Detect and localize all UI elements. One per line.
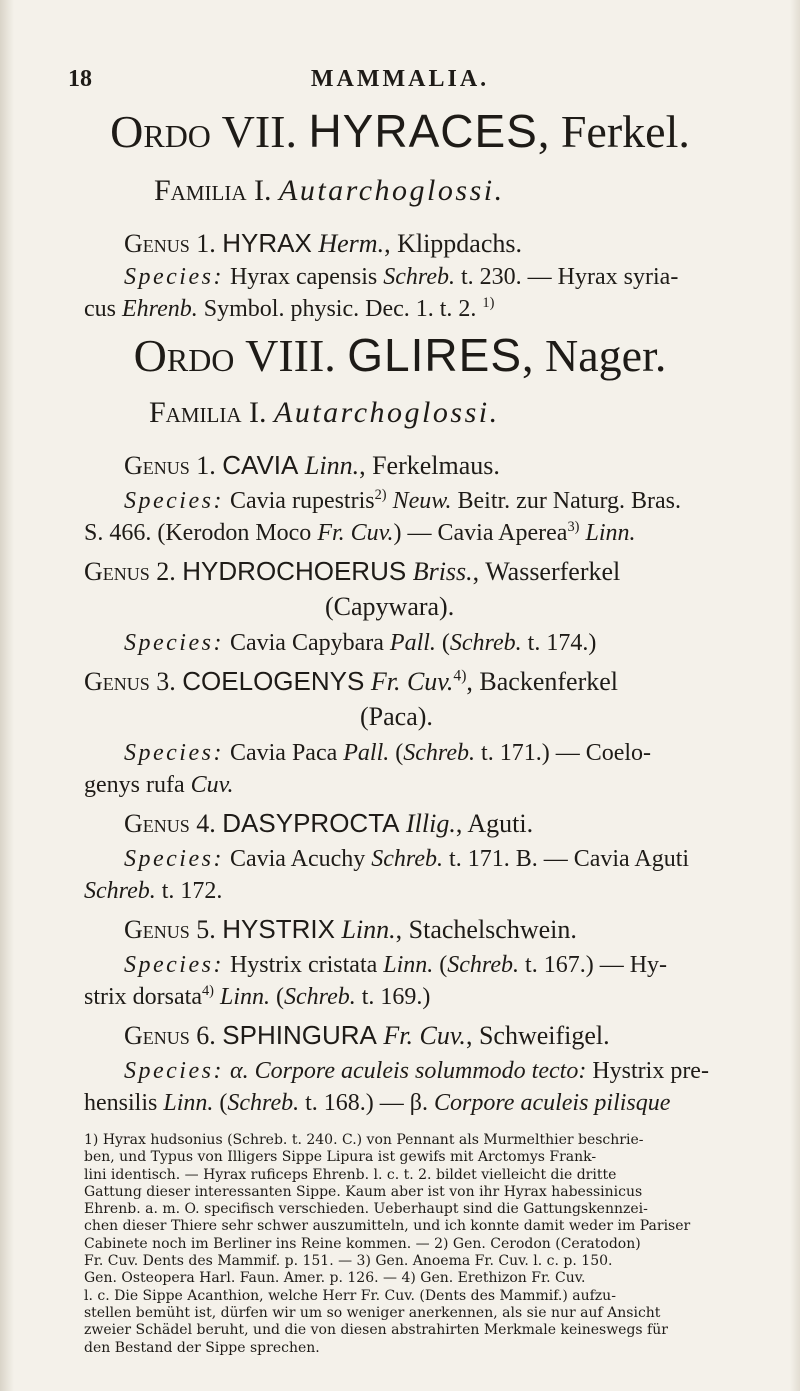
familia-heading [149, 396, 500, 430]
familia-number: I. [249, 396, 267, 429]
species-line [84, 984, 430, 1011]
species-author: Fr. Cuv. [317, 520, 394, 546]
order-name: HYRACES [308, 105, 538, 157]
species-author: Pall. [343, 740, 390, 766]
species-author: Schreb. [84, 878, 156, 904]
species-author: Schreb. [227, 1090, 300, 1116]
genus-label: Genus [84, 667, 150, 696]
genus-author: Illig. [406, 809, 456, 838]
footnote-line: Gattung dieser interessanten Sippe. Kaum aber ist von ihr Hyrax habessinicus [84, 1183, 643, 1200]
species-author: Linn. [163, 1090, 214, 1116]
species-line [84, 878, 222, 905]
footnote-mark: 2) [374, 487, 387, 503]
genus-common-name: , Ferkelmaus. [359, 451, 500, 480]
familia-number: I. [254, 174, 272, 207]
ordo-label: Ordo [110, 106, 211, 157]
genus-number: 5. [196, 915, 216, 944]
species-line [124, 1058, 709, 1085]
genus-common-name-line [360, 702, 433, 732]
genus-common-name: , Schweifigel. [465, 1021, 610, 1050]
genus-name: DASYPROCTA [222, 808, 400, 838]
genus-author: Linn. [341, 915, 396, 944]
ordo-numeral: VII. [221, 106, 297, 157]
genus-common-name: , Stachelschwein. [395, 915, 577, 944]
species-author: Schreb. [371, 846, 444, 872]
footnote-line: ben, und Typus von Illigers Sippe Lipura ist gewifs mit Arctomys Frank- [84, 1149, 597, 1166]
species-author: Schreb. [284, 984, 356, 1010]
genus-label: Genus [84, 557, 150, 586]
page-edge [790, 0, 800, 1391]
species-diagnosis: Corpore aculeis pilisque [434, 1090, 671, 1116]
footnotes [84, 1132, 784, 1357]
order-name: GLIRES [347, 329, 523, 381]
footnote-mark: 4) [201, 983, 214, 999]
genus-name: SPHINGURA [222, 1020, 377, 1050]
genus-common-name: , Backenferkel [466, 667, 619, 696]
species-text: Cavia Acuchy [229, 846, 366, 872]
order-common-name: , Nager. [522, 330, 667, 381]
footnote-line: stellen bemüht ist, dürfen wir um so weniger anerkennen, als sie nur auf Ansicht [84, 1304, 661, 1321]
ordo-numeral: VIII. [245, 330, 336, 381]
genus-label: Genus [124, 1021, 190, 1050]
genus-name: HYDROCHOERUS [182, 556, 407, 586]
genus-label: Genus [124, 809, 190, 838]
genus-author: Linn. [304, 451, 360, 480]
species-text: t. 172. [161, 878, 223, 904]
species-text: Symbol. physic. Dec. 1. t. 2. [203, 296, 477, 322]
species-line [84, 520, 635, 547]
species-text: ( [439, 952, 448, 978]
genus-heading-dasyprocta [124, 808, 533, 839]
species-author: Cuv. [190, 772, 234, 798]
species-text: ) — Cavia Aperea [393, 520, 568, 546]
species-text: t. 167.) — Hy- [525, 952, 668, 978]
genus-author: Fr. Cuv. [370, 667, 454, 696]
species-text: t. 169.) [361, 984, 431, 1010]
species-author: Ehrenb. [122, 296, 198, 322]
species-label: Species: [124, 740, 224, 766]
footnote-line: Cabinete noch im Berliner ins Reine kommen. — 2) Gen. Cerodon (Ceratodon) [84, 1235, 641, 1252]
species-line [124, 488, 681, 515]
species-text: Beitr. zur Naturg. Bras. [457, 488, 682, 514]
genus-heading-sphingura [124, 1020, 610, 1051]
species-author: Linn. [219, 984, 270, 1010]
genus-name: HYRAX [222, 228, 312, 258]
familia-heading [154, 174, 505, 208]
species-text: t. 174.) [527, 630, 597, 656]
species-label: Species: [124, 952, 224, 978]
species-text: Hystrix cristata [229, 952, 378, 978]
species-author: Neuw. [392, 488, 452, 514]
genus-common-name-line [325, 592, 454, 622]
genus-number: 4. [196, 809, 216, 838]
species-text: ( [276, 984, 284, 1010]
order-common-name: , Ferkel. [537, 106, 690, 157]
footnote-line: Gen. Osteopera Harl. Faun. Amer. p. 126. — 4) Gen. Erethizon Fr. Cuv. [84, 1270, 586, 1287]
species-text: Cavia rupestris [229, 488, 375, 514]
species-text: Cavia Paca [229, 740, 338, 766]
genus-name: HYSTRIX [222, 914, 335, 944]
genus-number: 3. [156, 667, 176, 696]
species-text: ( [219, 1090, 228, 1116]
footnote-mark: 1) [482, 295, 495, 311]
footnote-line: zweier Schädel beruht, und die von diesen abstrahirten Merkmale keineswegs für [84, 1322, 668, 1339]
species-label: Species: [124, 1058, 224, 1084]
genus-heading-hyrax [124, 228, 522, 259]
species-text: t. 168.) — β. [305, 1090, 428, 1116]
species-text: t. 171. B. — Cavia Aguti [449, 846, 690, 872]
species-label: Species: [124, 264, 224, 290]
genus-heading-cavia [124, 450, 500, 481]
species-label: Species: [124, 630, 224, 656]
familia-label: Familia [154, 174, 247, 207]
species-line [124, 264, 678, 291]
species-label: Species: [124, 488, 224, 514]
species-author: Pall. [389, 630, 436, 656]
species-text: Hyrax capensis [229, 264, 378, 290]
footnote-mark: 3) [567, 519, 580, 535]
genus-heading-coelogenys [84, 666, 618, 697]
page-number: 18 [68, 66, 92, 92]
footnote-mark: 4) [453, 667, 467, 685]
genus-name: COELOGENYS [182, 666, 365, 696]
species-text: ( [441, 630, 450, 656]
species-line [124, 630, 596, 657]
footnote-line: den Bestand der Sippe sprechen. [84, 1339, 320, 1356]
species-author: Schreb. [383, 264, 456, 290]
species-text: Cavia Capybara [229, 630, 384, 656]
species-author: Schreb. [447, 952, 520, 978]
genus-heading-hystrix [124, 914, 577, 945]
familia-name: Autarchoglossi. [274, 396, 500, 429]
genus-number: 1. [196, 451, 216, 480]
ordo-label: Ordo [133, 330, 235, 381]
genus-common-name: , Wasserferkel [472, 557, 621, 586]
species-line [84, 296, 494, 323]
genus-label: Genus [124, 229, 190, 258]
species-text: strix dorsata [84, 984, 202, 1010]
ordo-viii-heading [0, 328, 800, 382]
footnote-line: 1) Hyrax hudsonius (Schreb. t. 240. C.) von Pennant als Murmelthier beschrie- [84, 1132, 644, 1148]
genus-number: 1. [196, 229, 216, 258]
species-author: Schreb. [403, 740, 476, 766]
species-author: Schreb. [449, 630, 522, 656]
species-text: t. 171.) — Coelo- [481, 740, 652, 766]
species-text: t. 230. — Hyrax syria- [461, 264, 679, 290]
binding-shadow [0, 0, 14, 1391]
genus-author: Briss. [412, 557, 473, 586]
familia-label: Familia [149, 396, 242, 429]
genus-common-name: Klippdachs. [397, 229, 522, 258]
footnote-line: lini identisch. — Hyrax ruficeps Ehrenb. l. c. t. 2. bildet vielleicht die dritte [84, 1166, 617, 1183]
running-title: MAMMALIA. [310, 66, 490, 92]
species-author: Linn. [585, 520, 636, 546]
ordo-vii-heading [0, 104, 800, 158]
genus-number: 6. [196, 1021, 216, 1050]
genus-label: Genus [124, 915, 190, 944]
comma: , [384, 229, 391, 258]
footnote-line: Ehrenb. a. m. O. specifisch verschieden. Ueberhaupt sind die Gattungskennzei- [84, 1201, 648, 1218]
species-text: hensilis [84, 1090, 158, 1116]
species-line [124, 740, 651, 767]
species-line [84, 772, 234, 799]
species-diagnosis: Corpore aculeis solummodo tecto: [254, 1058, 587, 1084]
genus-label: Genus [124, 451, 190, 480]
familia-name: Autarchoglossi. [279, 174, 505, 207]
species-line [124, 846, 689, 873]
footnote-line: chen dieser Thiere sehr schwer auszumitteln, und ich konnte damit weder im Pariser [84, 1218, 691, 1235]
genus-name: CAVIA [222, 450, 299, 480]
species-label: Species: [124, 846, 224, 872]
species-text: cus [84, 296, 116, 322]
footnote-line: l. c. Die Sippe Acanthion, welche Herr Fr. Cuv. (Dents des Mammif.) aufzu- [84, 1287, 616, 1304]
genus-common-name: (Capywara). [325, 592, 455, 621]
species-text: α. [229, 1058, 249, 1084]
genus-number: 2. [156, 557, 176, 586]
species-text: Hystrix pre- [592, 1058, 709, 1084]
running-head [0, 66, 800, 96]
genus-common-name: , Aguti. [455, 809, 534, 838]
species-text: S. 466. (Kerodon Moco [84, 520, 312, 546]
footnote-line: Fr. Cuv. Dents des Mammif. p. 151. — 3) Gen. Anoema Fr. Cuv. l. c. p. 150. [84, 1253, 613, 1270]
species-line [84, 1090, 670, 1117]
genus-author: Fr. Cuv. [383, 1021, 466, 1050]
species-text: ( [395, 740, 404, 766]
species-author: Linn. [383, 952, 434, 978]
species-text: genys rufa [84, 772, 185, 798]
genus-heading-hydrochoerus [84, 556, 620, 587]
genus-common-name: (Paca). [360, 702, 433, 731]
species-line [124, 952, 667, 979]
genus-author: Herm. [318, 229, 385, 258]
